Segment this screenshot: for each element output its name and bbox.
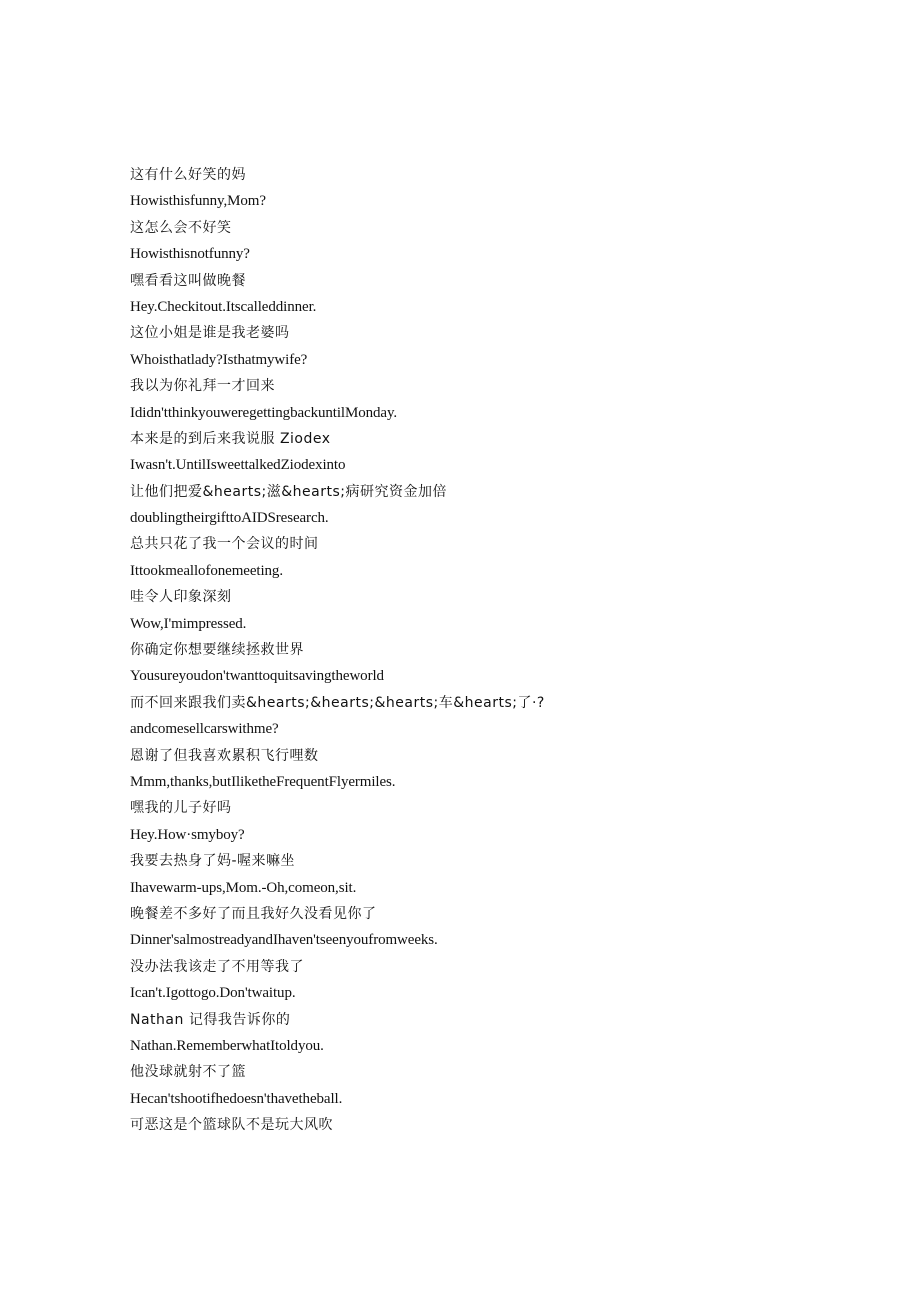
english-subtitle-line: doublingtheirgifttoAIDSresearch. <box>130 510 329 527</box>
english-subtitle-line: Yousureyoudon'twanttoquitsavingtheworld <box>130 668 384 685</box>
chinese-subtitle-line: 而不回来跟我们卖&hearts;&hearts;&hearts;车&hearts;了·? <box>130 694 545 711</box>
english-subtitle-line: Hey.Checkitout.Itscalleddinner. <box>130 298 317 315</box>
subtitle-lines <box>130 162 870 1138</box>
english-subtitle-line: Ittookmeallofonemeeting. <box>130 562 283 579</box>
chinese-subtitle-line: 晚餐差不多好了而且我好久没看见你了 <box>130 905 377 922</box>
chinese-subtitle-line: 这怎么会不好笑 <box>130 219 232 236</box>
chinese-subtitle-line: 嘿看看这叫做晚餐 <box>130 272 246 289</box>
english-subtitle-line: Nathan.RememberwhatItoldyou. <box>130 1037 324 1054</box>
english-subtitle-line: Howisthisnotfunny? <box>130 246 250 263</box>
chinese-subtitle-line: 嘿我的儿子好吗 <box>130 800 232 817</box>
chinese-subtitle-line: 他没球就射不了篮 <box>130 1064 246 1081</box>
chinese-subtitle-line: 总共只花了我一个会议的时间 <box>130 536 319 553</box>
chinese-subtitle-line: 我以为你礼拜一才回来 <box>130 378 275 395</box>
english-subtitle-line: Hecan'tshootifhedoesn'thavetheball. <box>130 1090 343 1107</box>
chinese-subtitle-line: 你确定你想要继续拯救世界 <box>130 642 304 659</box>
english-subtitle-line: Hey.How·smyboy? <box>130 826 245 843</box>
english-subtitle-line: Wow,I'mimpressed. <box>130 615 247 632</box>
english-subtitle-line: Dinner'salmostreadyandIhaven'tseenyoufromweeks. <box>130 932 438 949</box>
english-subtitle-line: Howisthisfunny,Mom? <box>130 193 266 210</box>
chinese-subtitle-line: Nathan 记得我告诉你的 <box>130 1011 291 1028</box>
chinese-subtitle-line: 可恶这是个篮球队不是玩大风吹 <box>130 1117 333 1134</box>
english-subtitle-line: Iwasn't.UntilIsweettalkedZiodexinto <box>130 457 346 474</box>
english-subtitle-line: andcomesellcarswithme? <box>130 721 279 738</box>
chinese-subtitle-line: 这有什么好笑的妈 <box>130 167 246 183</box>
chinese-subtitle-line: 没办法我该走了不用等我了 <box>130 958 304 975</box>
chinese-subtitle-line: 本来是的到后来我说服 Ziodex <box>130 430 331 447</box>
chinese-subtitle-line: 这位小姐是谁是我老婆吗 <box>130 325 290 342</box>
english-subtitle-line: Ididn'tthinkyouweregettingbackuntilMonday. <box>130 404 398 421</box>
english-subtitle-line: Whoisthatlady?Isthatmywife? <box>130 351 308 368</box>
english-subtitle-line: Ican't.Igottogo.Don'twaitup. <box>130 985 296 1002</box>
chinese-subtitle-line: 恩谢了但我喜欢累积飞行哩数 <box>130 747 319 764</box>
chinese-subtitle-line: 让他们把爱&hearts;滋&hearts;病研究资金加倍 <box>130 483 447 500</box>
english-subtitle-line: Ihavewarm-ups,Mom.-Oh,comeon,sit. <box>130 879 357 896</box>
english-subtitle-line: Mmm,thanks,butIliketheFrequentFlyermiles. <box>130 773 396 790</box>
chinese-subtitle-line: 我要去热身了妈-喔来嘛坐 <box>130 853 296 870</box>
chinese-subtitle-line: 哇令人印象深刻 <box>130 589 232 606</box>
